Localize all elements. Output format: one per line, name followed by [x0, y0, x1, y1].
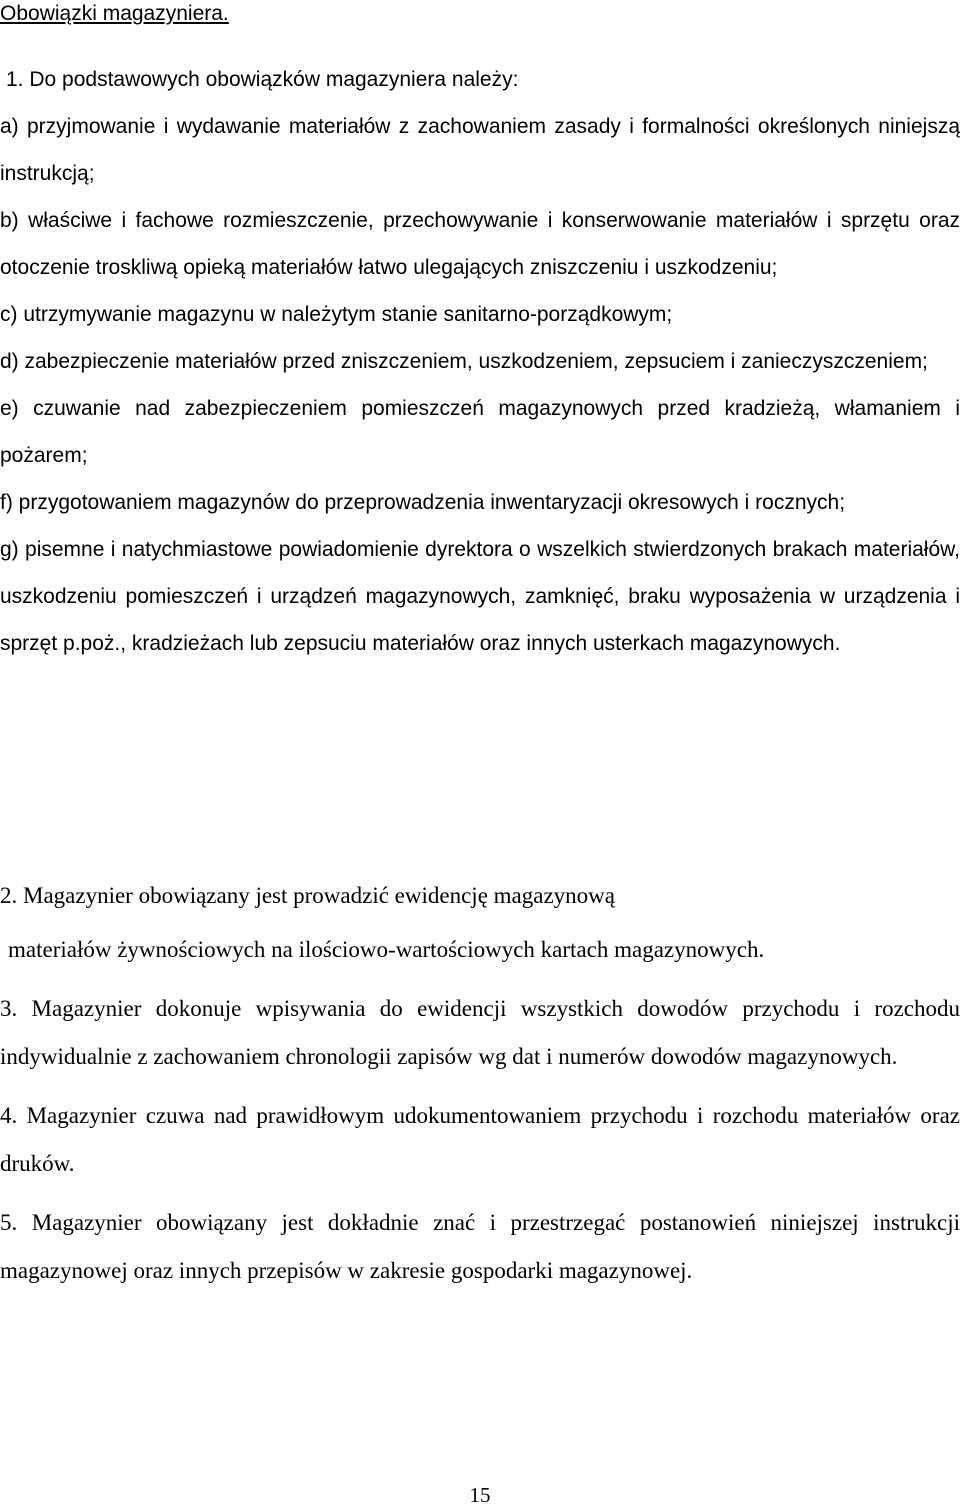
- paragraph-2-line-2: materiałów żywnościowych na ilościowo-wartościowych kartach magazynowych.: [8, 937, 765, 962]
- duty-item-b: b) właściwe i fachowe rozmieszczenie, przechowywanie i konserwowanie materiałów i sprzętu oraz otoczenie troskliwą opieką materiałów łatwo ulegających zniszczeniu i uszkodzeniu;: [0, 209, 960, 279]
- paragraph-3: 3. Magazynier dokonuje wpisywania do ewidencji wszystkich dowodów przychodu i rozchodu indywidualnie z zachowaniem chronologii zapisów wg dat i numerów dowodów magazynowych.: [0, 996, 960, 1069]
- duties-section: [0, 56, 960, 667]
- duty-item-e: e) czuwanie nad zabezpieczeniem pomieszczeń magazynowych przed kradzieżą, włamaniem i pożarem;: [0, 397, 960, 467]
- paragraph-5: 5. Magazynier obowiązany jest dokładnie znać i przestrzegać postanowień niniejszej instrukcji magazynowej oraz innych przepisów w zakresie gospodarki magazynowej.: [0, 1210, 960, 1283]
- paragraph-4: 4. Magazynier czuwa nad prawidłowym udokumentowaniem przychodu i rozchodu materiałów oraz druków.: [0, 1103, 960, 1176]
- duty-item-a: a) przyjmowanie i wydawanie materiałów z zachowaniem zasady i formalności określonych niniejszą instrukcją;: [0, 115, 960, 185]
- duties-lead: 1. Do podstawowych obowiązków magazyniera należy:: [6, 68, 519, 91]
- duty-item-c: c) utrzymywanie magazynu w należytym stanie sanitarno-porządkowym;: [0, 303, 673, 326]
- paragraph-2-line-1: 2. Magazynier obowiązany jest prowadzić ewidencję magazynową: [0, 883, 615, 908]
- duty-item-d: d) zabezpieczenie materiałów przed zniszczeniem, uszkodzeniem, zepsuciem i zanieczyszczeniem;: [0, 350, 928, 373]
- duty-item-f: f) przygotowaniem magazynów do przeprowadzenia inwentaryzacji okresowych i rocznych;: [0, 491, 846, 514]
- duty-item-g: g) pisemne i natychmiastowe powiadomienie dyrektora o wszelkich stwierdzonych brakach materiałów, uszkodzeniu pomieszczeń i urządzeń magazynowych, zamknięć, braku wyposażenia w urządzenia i sprzęt p.poż., kradzieżach lub zepsuciu materiałów oraz innych usterkach magazynowych.: [0, 538, 960, 655]
- page-title: Obowiązki magazyniera.: [0, 2, 229, 25]
- page-number: 15: [469, 1483, 491, 1507]
- numbered-paragraphs: [0, 872, 960, 1306]
